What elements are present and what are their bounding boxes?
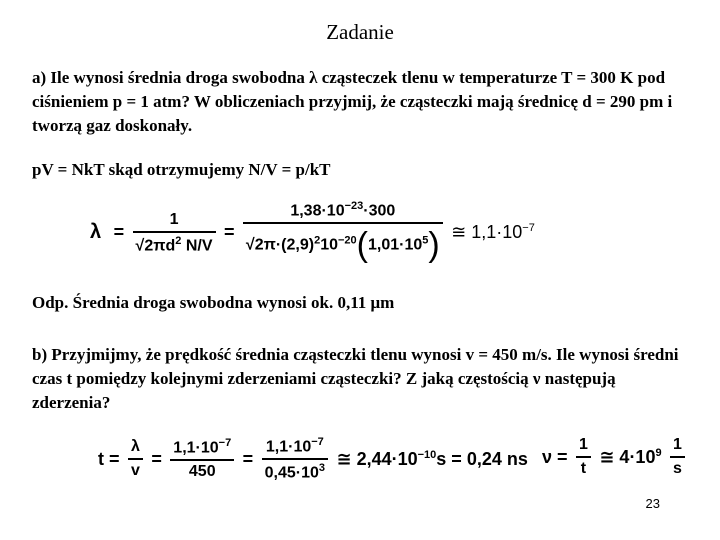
fraction-substituted [243, 200, 443, 265]
fraction-lambda-v [128, 438, 143, 480]
right-paren: ) [428, 226, 440, 265]
fraction-denominator: s [673, 460, 682, 477]
page-number: 23 [645, 496, 660, 511]
equation-mean-free-path [86, 200, 539, 265]
fraction-formula [133, 211, 216, 255]
answer-a: Odp. Średnia droga swobodna wynosi ok. 0,11 μm [32, 293, 395, 312]
result-value: ≅ $2,44\cdot 10^{-10}s = 0,24$ ns [336, 448, 528, 469]
fraction-numerator: $1,1\cdot 10^{-7}$ [170, 437, 234, 461]
fraction-denominator: v [130, 462, 140, 480]
fraction-denominator: $0,45\cdot 10^3$ [264, 462, 326, 482]
fraction-numerator: 1 [670, 436, 685, 458]
fraction-values [170, 437, 234, 481]
page-title: Zadanie [326, 20, 394, 44]
fraction-numerator: $1,1\cdot 10^{-7}$ [262, 436, 328, 460]
equals-sign-2: = [223, 222, 235, 243]
fraction-denominator: 450 [188, 463, 216, 481]
t-equals: t = [98, 448, 120, 469]
fraction-numerator: 1 [576, 436, 591, 458]
fraction-values-2 [262, 436, 328, 483]
equals-sign: = [113, 222, 125, 243]
question-a: a) Ile wynosi średnia droga swobodna λ cząsteczek tlenu w temperaturze T = 300 K pod ciśnieniem p = 1 atm? W obliczeniach przyjmij, że cząsteczki mają średnicę d = 290 pm i tworzą gaz doskonały. [32, 68, 673, 135]
fraction-denominator: $√2\pi\cdot(2,9)^210^{-20}(1,01\cdot 10^5)$ [245, 226, 440, 265]
nu-equals: ν = [542, 446, 568, 467]
fraction-one-over-t [576, 436, 591, 478]
question-b: b) Przyjmijmy, że prędkość średnia cząsteczki tlenu wynosi v = 450 m/s. Ile wynosi średni czas t pomiędzy kolejnymi zderzeniami cząsteczki? Z jaką częstością ν następują zderzenia? [32, 345, 679, 412]
frequency-value: ≅ $4\cdot 10^9$ [599, 446, 662, 467]
fraction-unit [670, 436, 685, 478]
derivation-text: pV = NkT skąd otrzymujemy N/V = p/kT [32, 160, 331, 179]
fraction-numerator: 1 [133, 211, 216, 233]
result-value: ≅ $1,1\cdot 10^{-7}$ [451, 222, 535, 243]
equation-collision-frequency [538, 436, 685, 478]
equals-sign-2: = [242, 448, 254, 469]
lambda-symbol: λ [90, 221, 102, 244]
fraction-denominator: $√2\pi d^2$ N/V [135, 234, 213, 254]
fraction-numerator: λ [128, 438, 143, 460]
equals-sign: = [151, 448, 162, 469]
left-paren: ( [356, 226, 368, 265]
fraction-denominator: t [580, 460, 587, 477]
fraction-numerator: $1,38\cdot 10^{-23}\cdot 300$ [243, 200, 443, 224]
equation-collision-time [94, 436, 532, 483]
